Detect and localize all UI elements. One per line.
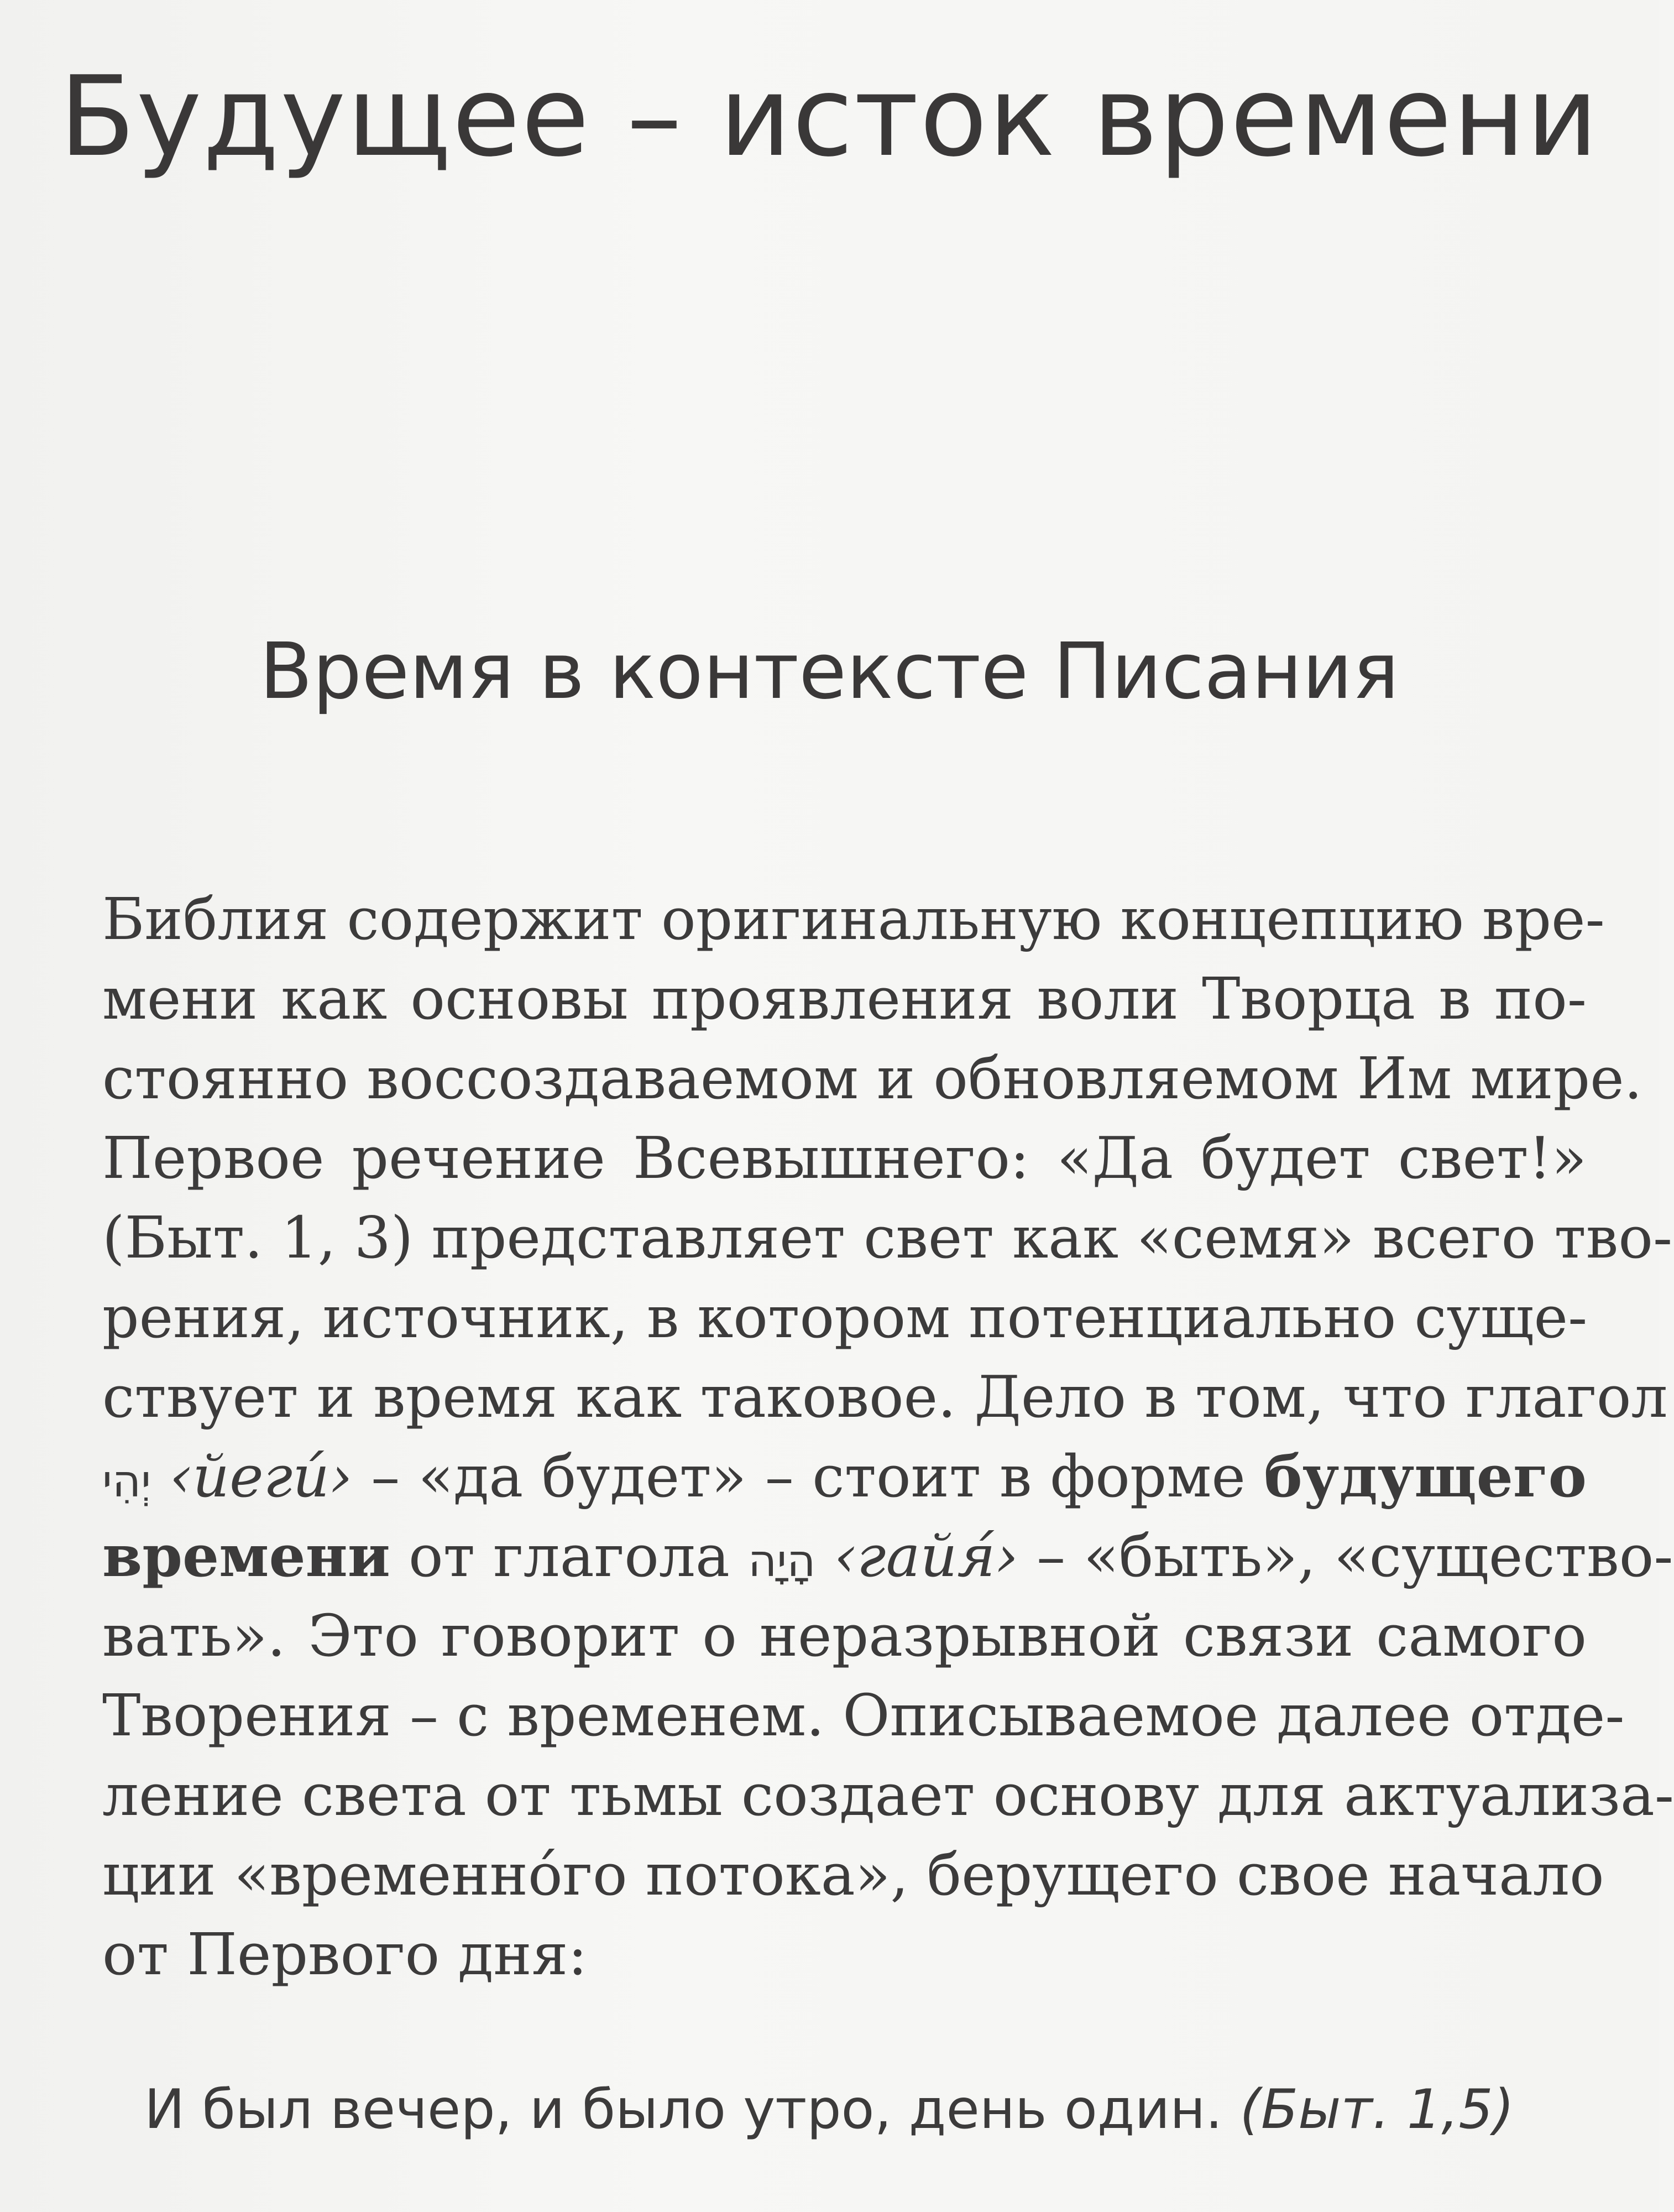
hebrew-word-haya: הָיָה	[747, 1535, 816, 1587]
body-paragraph	[102, 879, 1674, 1994]
scripture-quote	[0, 2074, 1659, 2146]
transliteration-haya: ‹гайя́›	[834, 1522, 1019, 1590]
paragraph-line: (Быт. 1, 3) представляет свет как «семя» всего тво-	[102, 1204, 1673, 1271]
paragraph-line-hebrew-haya	[102, 1516, 1673, 1596]
emphasis-time: времени	[102, 1522, 390, 1590]
chapter-title: Будущее – исток времени	[59, 53, 1599, 181]
paragraph-line: Первое речение Всевышнего: «Да будет свет!»	[102, 1124, 1587, 1192]
paragraph-line: ствует и время как таковое. Дело в том, что глагол	[102, 1363, 1668, 1431]
paragraph-line: ции «временно́го потока», берущего свое начало	[102, 1841, 1604, 1908]
paragraph-line: от Первого дня:	[102, 1921, 588, 1988]
transliteration-yehi: ‹йеги́›	[169, 1443, 353, 1510]
paragraph-line: ление света от тьмы создает основу для актуализа-	[102, 1761, 1674, 1829]
line-text: от глагола	[390, 1522, 748, 1590]
paragraph-line: рения, источник, в котором потенциально суще-	[102, 1284, 1588, 1351]
quote-reference: (Быт. 1,5)	[1239, 2078, 1514, 2141]
paragraph-line: Творения – с временем. Описываемое далее отде-	[102, 1682, 1625, 1749]
paragraph-line: стоянно воссоздаваемом и обновляемом Им мире.	[102, 1045, 1642, 1112]
paragraph-line: мени как основы проявления воли Творца в по-	[102, 965, 1587, 1032]
line-text: – «быть», «существо-	[1018, 1522, 1673, 1590]
section-title: Время в контексте Писания	[259, 627, 1399, 717]
quote-text: И был вечер, и было утро, день один.	[144, 2078, 1240, 2141]
hebrew-word-yehi: יְהִי	[102, 1455, 151, 1507]
paragraph-line: вать». Это говорит о неразрывной связи самого	[102, 1602, 1587, 1670]
paragraph-line: Библия содержит оригинальную концепцию вре-	[102, 885, 1605, 953]
emphasis-future: будущего	[1264, 1442, 1587, 1510]
paragraph-line-hebrew-yehi	[102, 1437, 1587, 1516]
line-text: – «да будет» – стоит в форме	[352, 1443, 1264, 1510]
